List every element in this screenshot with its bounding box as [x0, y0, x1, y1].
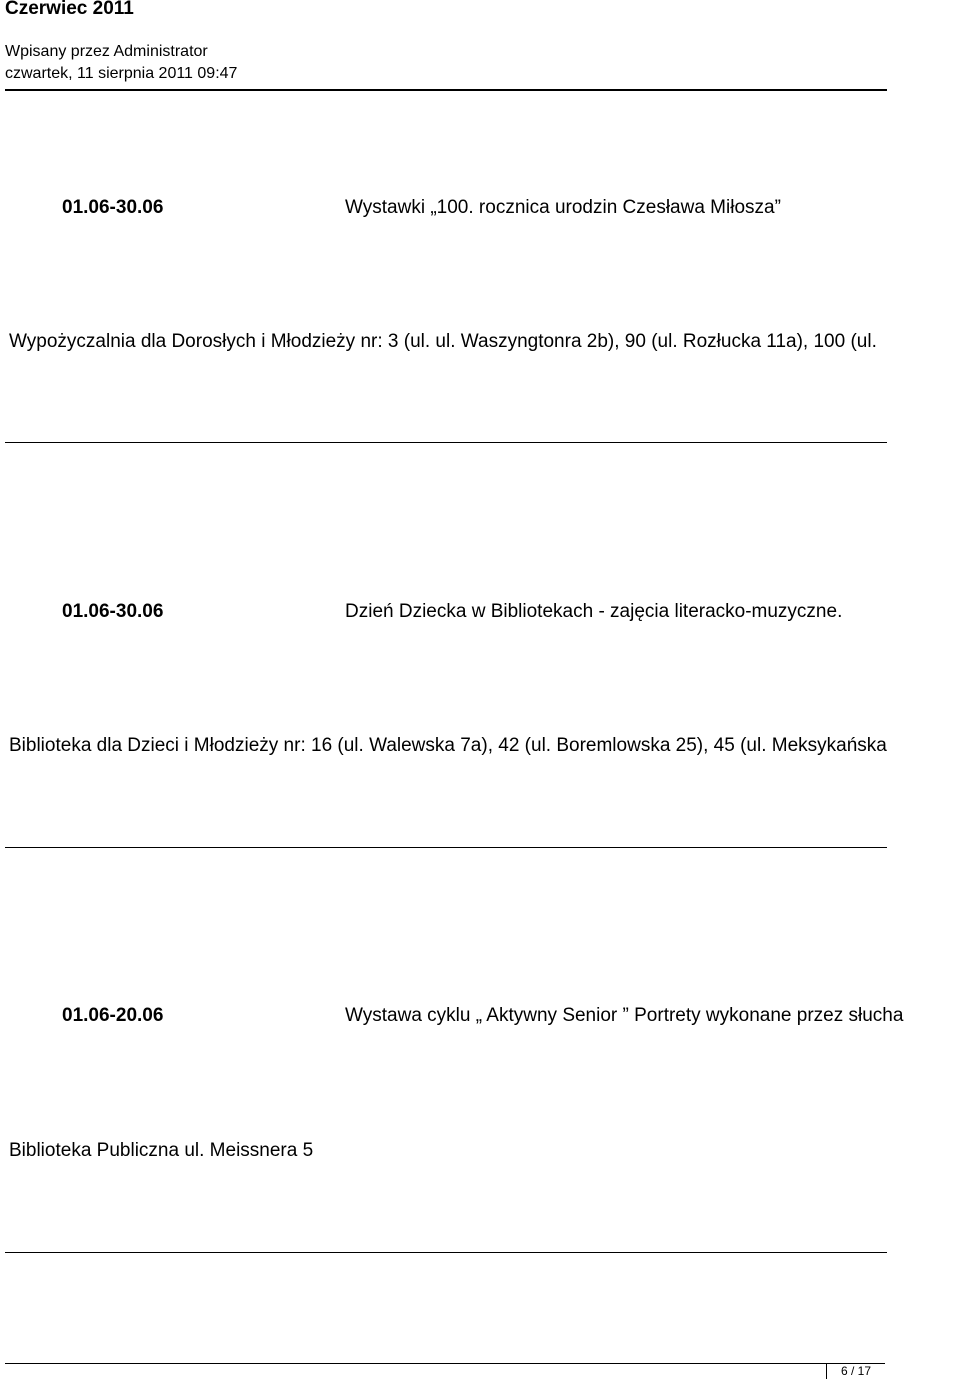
event-divider [5, 1252, 887, 1253]
event-description: Wystawa cyklu „ Aktywny Senior ” Portrety wykonane przez słucha [345, 1005, 904, 1026]
publish-date: czwartek, 11 sierpnia 2011 09:47 [5, 65, 238, 82]
event-place: Biblioteka Publiczna ul. Meissnera 5 [9, 1140, 314, 1161]
event-place: Biblioteka dla Dzieci i Młodzieży nr: 16 (ul. Walewska 7a), 42 (ul. Boremlowska 25), 45 (ul. Meksykańska [9, 735, 887, 756]
event-date: 01.06-20.06 [62, 1005, 164, 1026]
header-divider [5, 89, 887, 91]
event-description: Wystawki „100. rocznica urodzin Czesława Miłosza” [345, 197, 781, 218]
event-divider [5, 847, 887, 848]
author-line: Wpisany przez Administrator [5, 43, 208, 60]
event-date: 01.06-30.06 [62, 601, 164, 622]
event-place: Wypożyczalnia dla Dorosłych i Młodzieży nr: 3 (ul. ul. Waszyngtonra 2b), 90 (ul. Rozłucka 11a), 100 (ul. [9, 331, 877, 352]
event-date: 01.06-30.06 [62, 197, 164, 218]
event-divider [5, 442, 887, 443]
page-title: Czerwiec 2011 [5, 0, 134, 19]
page-number: 6 / 17 [826, 1364, 877, 1379]
event-description: Dzień Dziecka w Bibliotekach - zajęcia literacko-muzyczne. [345, 601, 843, 622]
footer-divider [5, 1363, 885, 1364]
